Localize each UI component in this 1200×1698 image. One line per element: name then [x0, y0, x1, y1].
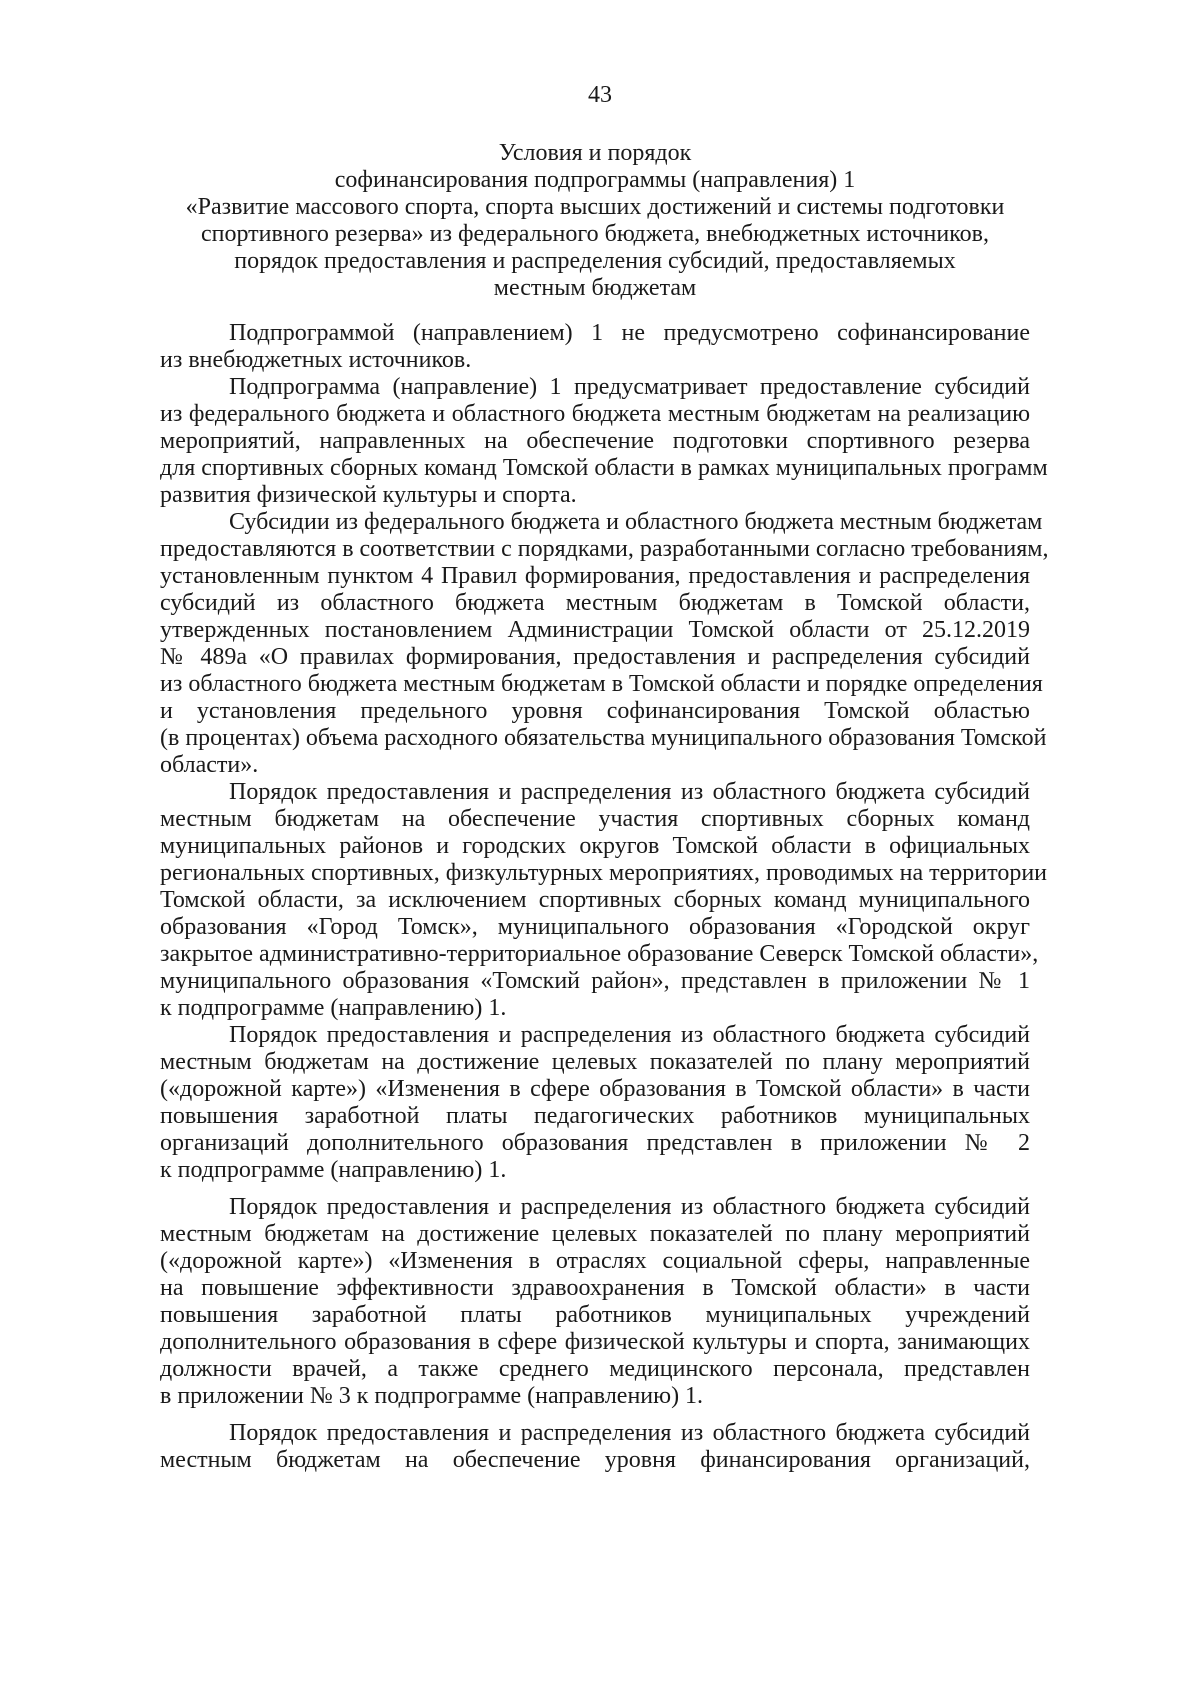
paragraph-line: должности врачей, а также среднего медицинского персонала, представлен — [160, 1356, 1030, 1382]
paragraph-line: к подпрограмме (направлению) 1. — [160, 1157, 507, 1183]
document-title — [160, 140, 1030, 302]
paragraph-line: («дорожной карте») «Изменения в сфере образования в Томской области» в части — [160, 1076, 1030, 1102]
paragraph — [160, 1420, 1030, 1474]
paragraph-line: дополнительного образования в сфере физической культуры и спорта, занимающих — [160, 1329, 1030, 1355]
paragraph-line: и установления предельного уровня софинансирования Томской областью — [160, 698, 1030, 724]
paragraph — [160, 1022, 1030, 1184]
paragraph-line: муниципальных районов и городских округов Томской области в официальных — [160, 833, 1030, 859]
paragraph-line: (в процентах) объема расходного обязательства муниципального образования Томской — [160, 725, 1047, 751]
paragraph-line: Порядок предоставления и распределения из областного бюджета субсидий — [229, 1022, 1030, 1048]
paragraph-line: организаций дополнительного образования представлен в приложении № 2 — [160, 1130, 1030, 1156]
paragraph-line: Подпрограммой (направлением) 1 не предусмотрено софинансирование — [229, 320, 1030, 346]
paragraph-line: местным бюджетам на обеспечение уровня финансирования организаций, — [160, 1447, 1030, 1473]
paragraph-line: Порядок предоставления и распределения из областного бюджета субсидий — [229, 1420, 1030, 1446]
paragraph-line: местным бюджетам на достижение целевых показателей по плану мероприятий — [160, 1221, 1030, 1247]
paragraph-line: области». — [160, 752, 259, 778]
paragraph-line: из внебюджетных источников. — [160, 347, 472, 373]
paragraph — [160, 509, 1049, 779]
paragraph-line: Субсидии из федерального бюджета и областного бюджета местным бюджетам — [229, 509, 1043, 535]
paragraph-line: Подпрограмма (направление) 1 предусматривает предоставление субсидий — [229, 374, 1030, 400]
document-body — [160, 320, 1049, 1474]
paragraph-line: утвержденных постановлением Администрации Томской области от 25.12.2019 — [160, 617, 1030, 643]
paragraph-line: развития физической культуры и спорта. — [160, 482, 577, 508]
title-line: «Развитие массового спорта, спорта высших достижений и системы подготовки — [185, 194, 1005, 220]
title-line: порядок предоставления и распределения субсидий, предоставляемых — [234, 248, 956, 274]
paragraph-line: местным бюджетам на обеспечение участия спортивных сборных команд — [160, 806, 1030, 832]
paragraph-line: предоставляются в соответствии с порядками, разработанными согласно требованиям, — [160, 536, 1049, 562]
paragraph-line: («дорожной карте») «Изменения в отраслях социальной сферы, направленные — [160, 1248, 1030, 1274]
title-line: местным бюджетам — [493, 275, 697, 301]
title-line: спортивного резерва» из федерального бюджета, внебюджетных источников, — [200, 221, 990, 247]
page-number: 43 — [588, 82, 612, 108]
paragraph-line: Томской области, за исключением спортивных сборных команд муниципального — [160, 887, 1030, 913]
paragraph-line: образования «Город Томск», муниципального образования «Городской округ — [160, 914, 1030, 940]
paragraph-line: на повышение эффективности здравоохранения в Томской области» в части — [160, 1275, 1030, 1301]
paragraph-line: из областного бюджета местным бюджетам в Томской области и порядке определения — [160, 671, 1043, 697]
paragraph-line: Порядок предоставления и распределения из областного бюджета субсидий — [229, 1194, 1030, 1220]
paragraph-line: региональных спортивных, физкультурных мероприятиях, проводимых на территории — [160, 860, 1048, 886]
paragraph-line: № 489а «О правилах формирования, предоставления и распределения субсидий — [160, 644, 1030, 670]
paragraph-line: к подпрограмме (направлению) 1. — [160, 995, 507, 1021]
title-line: софинансирования подпрограммы (направления) 1 — [334, 167, 856, 193]
paragraph-line: субсидий из областного бюджета местным бюджетам в Томской области, — [160, 590, 1030, 616]
paragraph-line: в приложении № 3 к подпрограмме (направлению) 1. — [160, 1383, 704, 1409]
paragraph-line: муниципального образования «Томский район», представлен в приложении № 1 — [160, 968, 1030, 994]
paragraph-line: мероприятий, направленных на обеспечение подготовки спортивного резерва — [160, 428, 1030, 454]
paragraph-line: повышения заработной платы работников муниципальных учреждений — [160, 1302, 1030, 1328]
paragraph-line: из федерального бюджета и областного бюджета местным бюджетам на реализацию — [160, 401, 1030, 427]
paragraph-line: местным бюджетам на достижение целевых показателей по плану мероприятий — [160, 1049, 1030, 1075]
title-line: Условия и порядок — [498, 140, 692, 166]
paragraph — [160, 779, 1048, 1022]
paragraph-line: для спортивных сборных команд Томской области в рамках муниципальных программ — [160, 455, 1048, 481]
paragraph — [160, 1194, 1030, 1410]
paragraph-line: установленным пунктом 4 Правил формирования, предоставления и распределения — [160, 563, 1030, 589]
paragraph-line: повышения заработной платы педагогических работников муниципальных — [160, 1103, 1030, 1129]
paragraph — [160, 374, 1048, 509]
paragraph-line: закрытое административно-территориальное образование Северск Томской области», — [160, 941, 1039, 967]
paragraph — [160, 320, 1030, 374]
paragraph-line: Порядок предоставления и распределения из областного бюджета субсидий — [229, 779, 1030, 805]
